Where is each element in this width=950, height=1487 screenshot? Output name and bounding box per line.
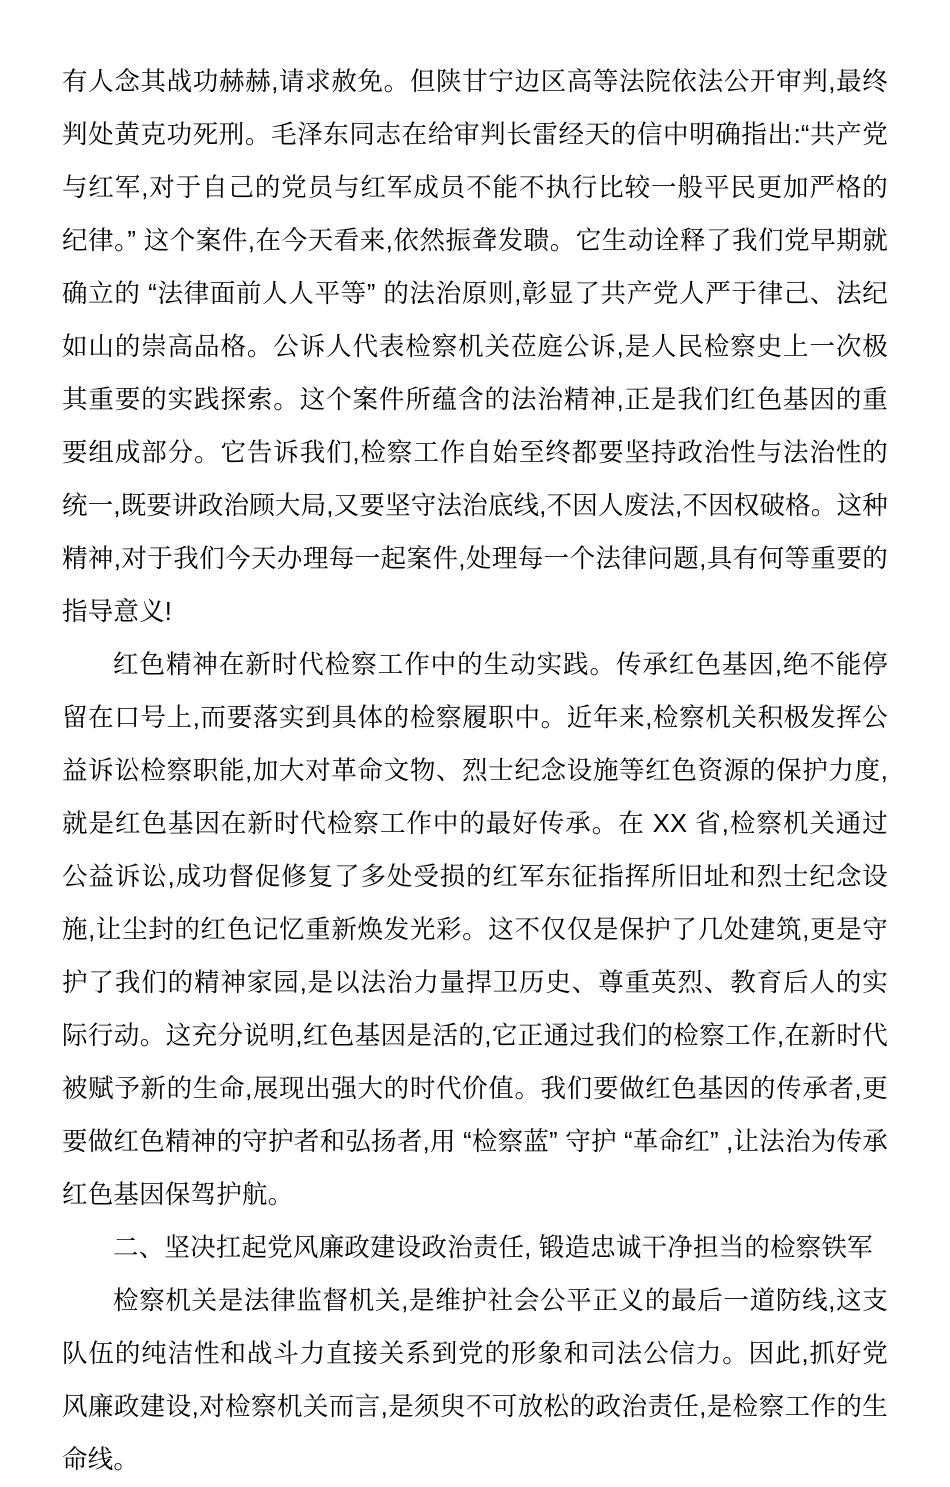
- paragraph-continuation: 有人念其战功赫赫,请求赦免。但陕甘宁边区高等法院依法公开审判,最终判处黄克功死刑。毛泽东同志在给审判长雷经天的信中明确指出:“共产党与红军,对于自己的党员与红军成员不能不执行比较一般平民更加严格的纪律。” 这个案件,在今天看来,依然振聋发聩。它生动诠释了我们党早期就确立的 “法律面前人人平等” 的法治原则,彰显了共产党人严于律己、法纪如山的崇高品格。公诉人代表检察机关莅庭公诉,是人民检察史上一次极其重要的实践探索。这个案件所蕴含的法治精神,正是我们红色基因的重要组成部分。它告诉我们,检察工作自始至终都要坚持政治性与法治性的统一,既要讲政治顾大局,又要坚守法治底线,不因人废法,不因权破格。这种精神,对于我们今天办理每一起案件,处理每一个法律问题,具有何等重要的指导意义!: [62, 68, 888, 626]
- document-body: [62, 56, 888, 1487]
- paragraph-red-spirit-practice: 红色精神在新时代检察工作中的生动实践。传承红色基因,绝不能停留在口号上,而要落实到具体的检察履职中。近年来,检察机关积极发挥公益诉讼检察职能,加大对革命文物、烈士纪念设施等红色资源的保护力度,就是红色基因在新时代检察工作中的最好传承。在 XX 省,检察机关通过公益诉讼,成功督促修复了多处受损的红军东征指挥所旧址和烈士纪念设施,让尘封的红色记忆重新焕发光彩。这不仅仅是保护了几处建筑,更是守护了我们的精神家园,是以法治力量捍卫历史、尊重英烈、教育后人的实际行动。这充分说明,红色基因是活的,它正通过我们的检察工作,在新时代被赋予新的生命,展现出强大的时代价值。我们要做红色基因的传承者,更要做红色精神的守护者和弘扬者,用 “检察蓝” 守护 “革命红” ,让法治为传承红色基因保驾护航。: [62, 651, 888, 1209]
- section-heading-two: 二、坚决扛起党风廉政建设政治责任, 锻造忠诚干净担当的检察铁军: [113, 1234, 873, 1262]
- paragraph-procuratorial-organs: 检察机关是法律监督机关,是维护社会公平正义的最后一道防线,这支队伍的纯洁性和战斗力直接关系到党的形象和司法公信力。因此,抓好党风廉政建设,对检察机关而言,是须臾不可放松的政治责任,是检察工作的生命线。: [62, 1287, 888, 1474]
